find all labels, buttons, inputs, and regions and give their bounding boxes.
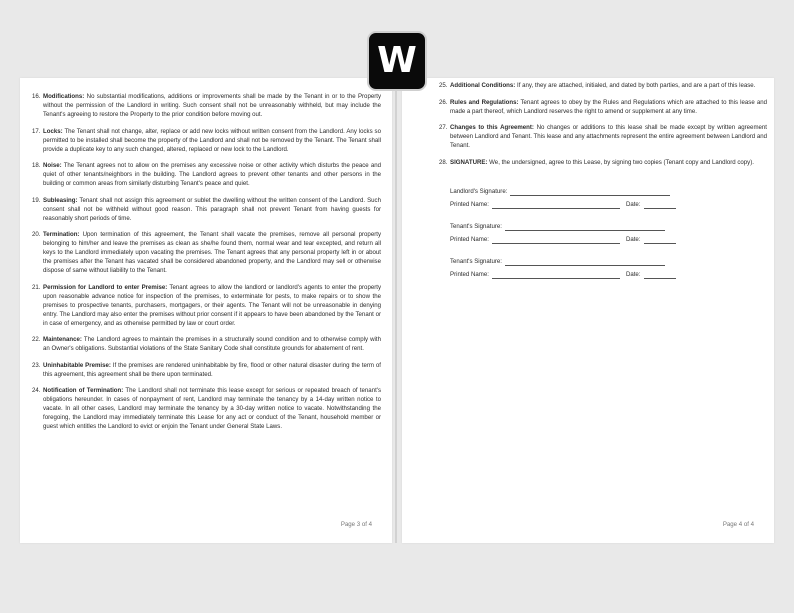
- landlord-signature-line[interactable]: [510, 189, 670, 196]
- tenant-1-date-line[interactable]: [644, 237, 676, 244]
- clause-title: Rules and Regulations:: [450, 98, 519, 106]
- clause-text: Tenant shall not assign this agreement or sublet the dwelling without the written consent of the Landlord. Such consent shall not be withheld without good reason. This paragraph shall not prevent Tenant from having guests for reasonably short periods of time.: [43, 196, 381, 222]
- clause-text: The Landlord agrees to maintain the premises in a structurally sound condition and to otherwise comply with an Owner's obligations. Substantial violations of the State Sanitary Code shall constitute grounds for abatement of rent.: [43, 336, 381, 352]
- clause-text: No changes or additions to this lease shall be made except by written agreement between Landlord and Tenant. This lease and any attachments represent the entire agreement between Landlord and Tenant.: [450, 124, 767, 149]
- signature-block: [439, 183, 767, 279]
- printed-name-label: Printed Name:: [450, 235, 489, 243]
- landlord-signature-group: [450, 183, 767, 209]
- clause-title: Termination:: [43, 231, 80, 238]
- document-page-3: [20, 78, 392, 543]
- date-label: Date:: [625, 200, 641, 208]
- date-label: Date:: [625, 270, 641, 278]
- clause-text: Upon termination of this agreement, the Tenant shall vacate the premises, remove all personal property belonging to him/her and leave the premises as clean as she/he found them, normal wear and tear excepted, and return all keys to the Landlord immediately upon vacating the premises. The Tenant agrees that any personal property left in or about the premises after the Tenant has vacated shall be considered abandoned property, and the Landlord may sell or otherwise dispose of same without liability to the Tenant.: [43, 231, 381, 274]
- clause-16: 16. Modifications: No substantial modifications, additions or improvements shall be made by the Tenant in or to the Property without the permission of the Landlord in writing. Such consent shall not be unreasonably withheld, but may include the Tenant's agreeing to restore the Property to the prior condition before moving out.: [32, 93, 381, 118]
- clause-text: The Landlord shall not terminate this lease except for serious or repeated breach of tenant's obligations hereunder. In cases of nonpayment of rent, Landlord may terminate the tenancy by a 14-day written notice to vacate. In all other cases, Landlord may terminate the tenancy by a 30-day written notice to vacate. Notwithstanding the foregoing, the Landlord may immediately terminate this Lease for any act or conduct of the Tenant, household member or guest which entitles the Landlord to evict or enjoin the Tenant under General State Laws.: [43, 387, 381, 430]
- tenant-2-date-line[interactable]: [644, 272, 676, 279]
- landlord-printed-name-line[interactable]: [492, 202, 620, 209]
- page-number: Page 4 of 4: [722, 521, 754, 528]
- tenant-1-printed-name-line[interactable]: [492, 237, 620, 244]
- clause-title: Noise:: [43, 162, 62, 169]
- clause-28: 28. SIGNATURE: We, the undersigned, agree to this Lease, by signing two copies (Tenant copy and Landlord copy).: [439, 158, 754, 166]
- clause-23: 23. Uninhabitable Premise: If the premises are rendered uninhabitable by fire, flood or other natural disaster during the term of this agreement, this agreement shall be there upon terminated.: [32, 361, 381, 378]
- clause-22: 22. Maintenance: The Landlord agrees to maintain the premises in a structurally sound condition and to otherwise comply with an Owner's obligations. Substantial violations of the State Sanitary Code shall constitute grounds for abatement of rent.: [32, 336, 381, 352]
- printed-name-label: Printed Name:: [450, 270, 489, 278]
- clause-18: 18. Noise: The Tenant agrees not to allow on the premises any excessive noise or other activity which disturbs the peace and quiet of other tenants/neighbors in the building. The Landlord agrees to prevent other tenants and other persons in the building or common areas from similarly disturbing Tenant's peace and quiet.: [32, 162, 381, 187]
- clause-title: Modifications:: [43, 93, 85, 100]
- clause-title: Subleasing:: [43, 196, 78, 204]
- document-page-4: [402, 78, 774, 543]
- clause-title: Additional Conditions:: [450, 82, 516, 89]
- clause-21: 21. Permission for Landlord to enter Premise: Tenant agrees to allow the landlord or landlord's agents to enter the property upon reasonable advance notice for inspection of the premises, to exterminate for pests, to make repairs or to show the premises to prospective tenants, purchasers, mortgagers, or their agents. The Tenant will not be unreasonable in denying entry. The Landlord may also enter the premises without prior consent if it appears to have been abandoned by the Tenant or in case of emergency, and as otherwise permitted by law or court order.: [32, 283, 381, 327]
- page-4-body: [439, 81, 767, 288]
- signature-row: [450, 253, 767, 266]
- clause-27: 27. Changes to this Agreement: No changes or additions to this lease shall be made except by written agreement between Landlord and Tenant. This lease and any attachments represent the entire agreement between Landlord and Tenant.: [439, 124, 767, 149]
- clause-title: Locks:: [43, 127, 63, 135]
- clause-24: 24. Notification of Termination: The Landlord shall not terminate this lease except for serious or repeated breach of tenant's obligations hereunder. In cases of nonpayment of rent, Landlord may terminate the tenancy by a 14-day written notice to vacate. In all other cases, Landlord may terminate the tenancy by a 30-day written notice to vacate. Notwithstanding the foregoing, the Landlord may immediately terminate this Lease for any act or conduct of the Tenant, household member or guest which entitles the Landlord to evict or enjoin the Tenant under General State Laws.: [32, 387, 381, 430]
- clause-26: 26. Rules and Regulations: Tenant agrees to obey by the Rules and Regulations which are attached to this lease and made a part thereof, which Landlord reserves the right to amend or supplement at any time.: [439, 98, 767, 115]
- signature-label: Tenant's Signature:: [450, 257, 502, 265]
- tenant-2-printed-name-line[interactable]: [492, 272, 620, 279]
- clause-text: Tenant agrees to obey by the Rules and Regulations which are attached to this lease and made a part thereof, which Landlord reserves the right to amend or supplement at any time.: [450, 98, 767, 115]
- printed-name-row: [450, 231, 767, 244]
- page-number: Page 3 of 4: [340, 521, 372, 528]
- date-label: Date:: [625, 235, 641, 243]
- logo-letter: W: [377, 40, 417, 81]
- clause-text: No substantial modifications, additions or improvements shall be made by the Tenant in or to the Property without the permission of the Landlord in writing. Such consent shall not be unreasonably withheld, but may include the Tenant's agreeing to restore the Property to the prior condition before moving out.: [43, 93, 381, 118]
- tenant-2-signature-line[interactable]: [505, 259, 665, 266]
- signature-row: [450, 183, 767, 196]
- tenant-signature-group-2: [450, 253, 767, 279]
- signature-label: Tenant's Signature:: [450, 222, 502, 230]
- clause-title: SIGNATURE:: [450, 158, 488, 166]
- clause-title: Notification of Termination:: [43, 387, 124, 394]
- page-divider: [395, 78, 397, 543]
- clause-text: If any, they are attached, initialed, and dated by both parties, and are a part of this lease.: [515, 82, 756, 89]
- printed-name-row: [450, 266, 767, 279]
- page-3-body: [32, 92, 381, 439]
- clause-title: Permission for Landlord to enter Premise:: [43, 283, 168, 291]
- clause-19: 19. Subleasing: Tenant shall not assign this agreement or sublet the dwelling without the written consent of the Landlord. Such consent shall not be withheld without good reason. This paragraph shall not prevent Tenant from having guests for reasonably short periods of time.: [32, 196, 381, 222]
- clause-text: The Tenant agrees not to allow on the premises any excessive noise or other activity which disturbs the peace and quiet of other tenants/neighbors in the building. The Landlord agrees to prevent other tenants and other persons in the building or common areas from similarly disturbing Tenant's peace and quiet.: [43, 162, 381, 187]
- word-app-logo: [369, 33, 425, 89]
- clause-text: We, the undersigned, agree to this Lease, by signing two copies (Tenant copy and Landlord copy).: [487, 158, 754, 166]
- clause-title: Uninhabitable Premise:: [43, 361, 111, 369]
- landlord-date-line[interactable]: [644, 202, 676, 209]
- tenant-1-signature-line[interactable]: [505, 224, 665, 231]
- clause-title: Changes to this Agreement:: [450, 124, 534, 131]
- clause-text: Tenant agrees to allow the landlord or landlord's agents to enter the property upon reasonable advance notice for inspection of the premises, to exterminate for pests, to make repairs or to show the premises to prospective tenants, purchasers, mortgagers, or their agents. The Tenant will not be unreasonable in denying entry. The Landlord may also enter the premises without prior consent if it appears to have been abandoned by the Tenant or in case of emergency, and as otherwise permitted by law or court order.: [43, 283, 381, 327]
- clause-text: If the premises are rendered uninhabitable by fire, flood or other natural disaster during the term of this agreement, this agreement shall be there upon terminated.: [43, 361, 381, 378]
- clause-17: 17. Locks: The Tenant shall not change, alter, replace or add new locks without written consent from the Landlord. Any locks so permitted to be installed shall become the property of the Landlord and shall not be removed by the Tenant. The Tenant shall provide a duplicate key to any such changed, altered, replaced or new lock to the Landlord.: [32, 127, 381, 153]
- printed-name-label: Printed Name:: [450, 200, 489, 208]
- printed-name-row: [450, 196, 767, 209]
- tenant-signature-group-1: [450, 218, 767, 244]
- signature-label: Landlord's Signature:: [450, 187, 508, 195]
- signature-row: [450, 218, 767, 231]
- clause-25: 25. Additional Conditions: If any, they are attached, initialed, and dated by both parties, and are a part of this lease.: [439, 82, 756, 89]
- clause-text: The Tenant shall not change, alter, replace or add new locks without written consent from the Landlord. Any locks so permitted to be installed shall become the property of the Landlord and shall not be removed by the Tenant. The Tenant shall provide a duplicate key to any such changed, altered, replaced or new lock to the Landlord.: [43, 127, 381, 153]
- clause-20: 20. Termination: Upon termination of this agreement, the Tenant shall vacate the premises, remove all personal property belonging to him/her and leave the premises as clean as she/he found them, normal wear and tear excepted, and return all keys to the Landlord immediately upon vacating the premises. The Tenant agrees that any personal property left in or about the premises after the Tenant has vacated shall be considered abandoned property, and the Landlord may sell or otherwise dispose of same without liability to the Tenant.: [32, 231, 381, 274]
- clause-title: Maintenance:: [43, 336, 82, 343]
